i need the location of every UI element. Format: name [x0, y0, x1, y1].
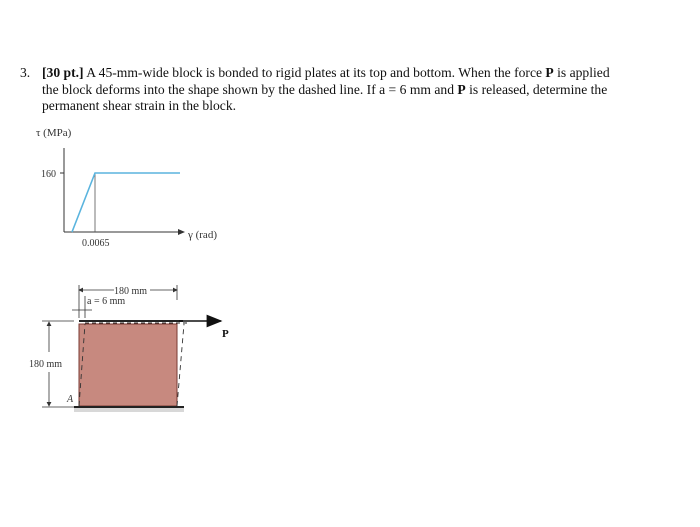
x-tick-label: 0.0065: [82, 238, 110, 249]
y-tick-label: 160: [41, 169, 56, 180]
a-dim-label: a = 6 mm: [87, 296, 126, 307]
force-label: P: [222, 328, 229, 340]
deformed-right-edge: [177, 324, 184, 406]
points-label: [30 pt.]: [42, 65, 84, 80]
height-dim-label: 180 mm: [29, 359, 63, 370]
line2-text-b: is released, determine the: [465, 81, 608, 97]
line1-text-a: A 45-mm-wide block is bonded to rigid plates at its top and bottom. When the force: [86, 65, 546, 80]
line1-text-b: is applied: [553, 65, 610, 80]
corner-label-a: A: [67, 394, 74, 405]
stress-strain-graph: [36, 127, 217, 249]
y-axis-label: τ (MPa): [36, 127, 72, 139]
bottom-plate-base: [74, 408, 184, 412]
width-dim-label: 180 mm: [114, 286, 148, 297]
force-symbol: P: [545, 65, 554, 80]
block-diagram: [29, 285, 229, 412]
block: [79, 324, 177, 406]
stress-strain-curve: [72, 173, 180, 232]
line2-text-a: the block deforms into the shape shown by the dashed line. If a = 6 mm and: [42, 81, 458, 97]
force-symbol-2: P: [457, 81, 466, 97]
x-axis-label: γ (rad): [188, 229, 217, 241]
problem-number: 3.: [20, 65, 31, 80]
problem-line-3: permanent shear strain in the block.: [42, 98, 237, 113]
